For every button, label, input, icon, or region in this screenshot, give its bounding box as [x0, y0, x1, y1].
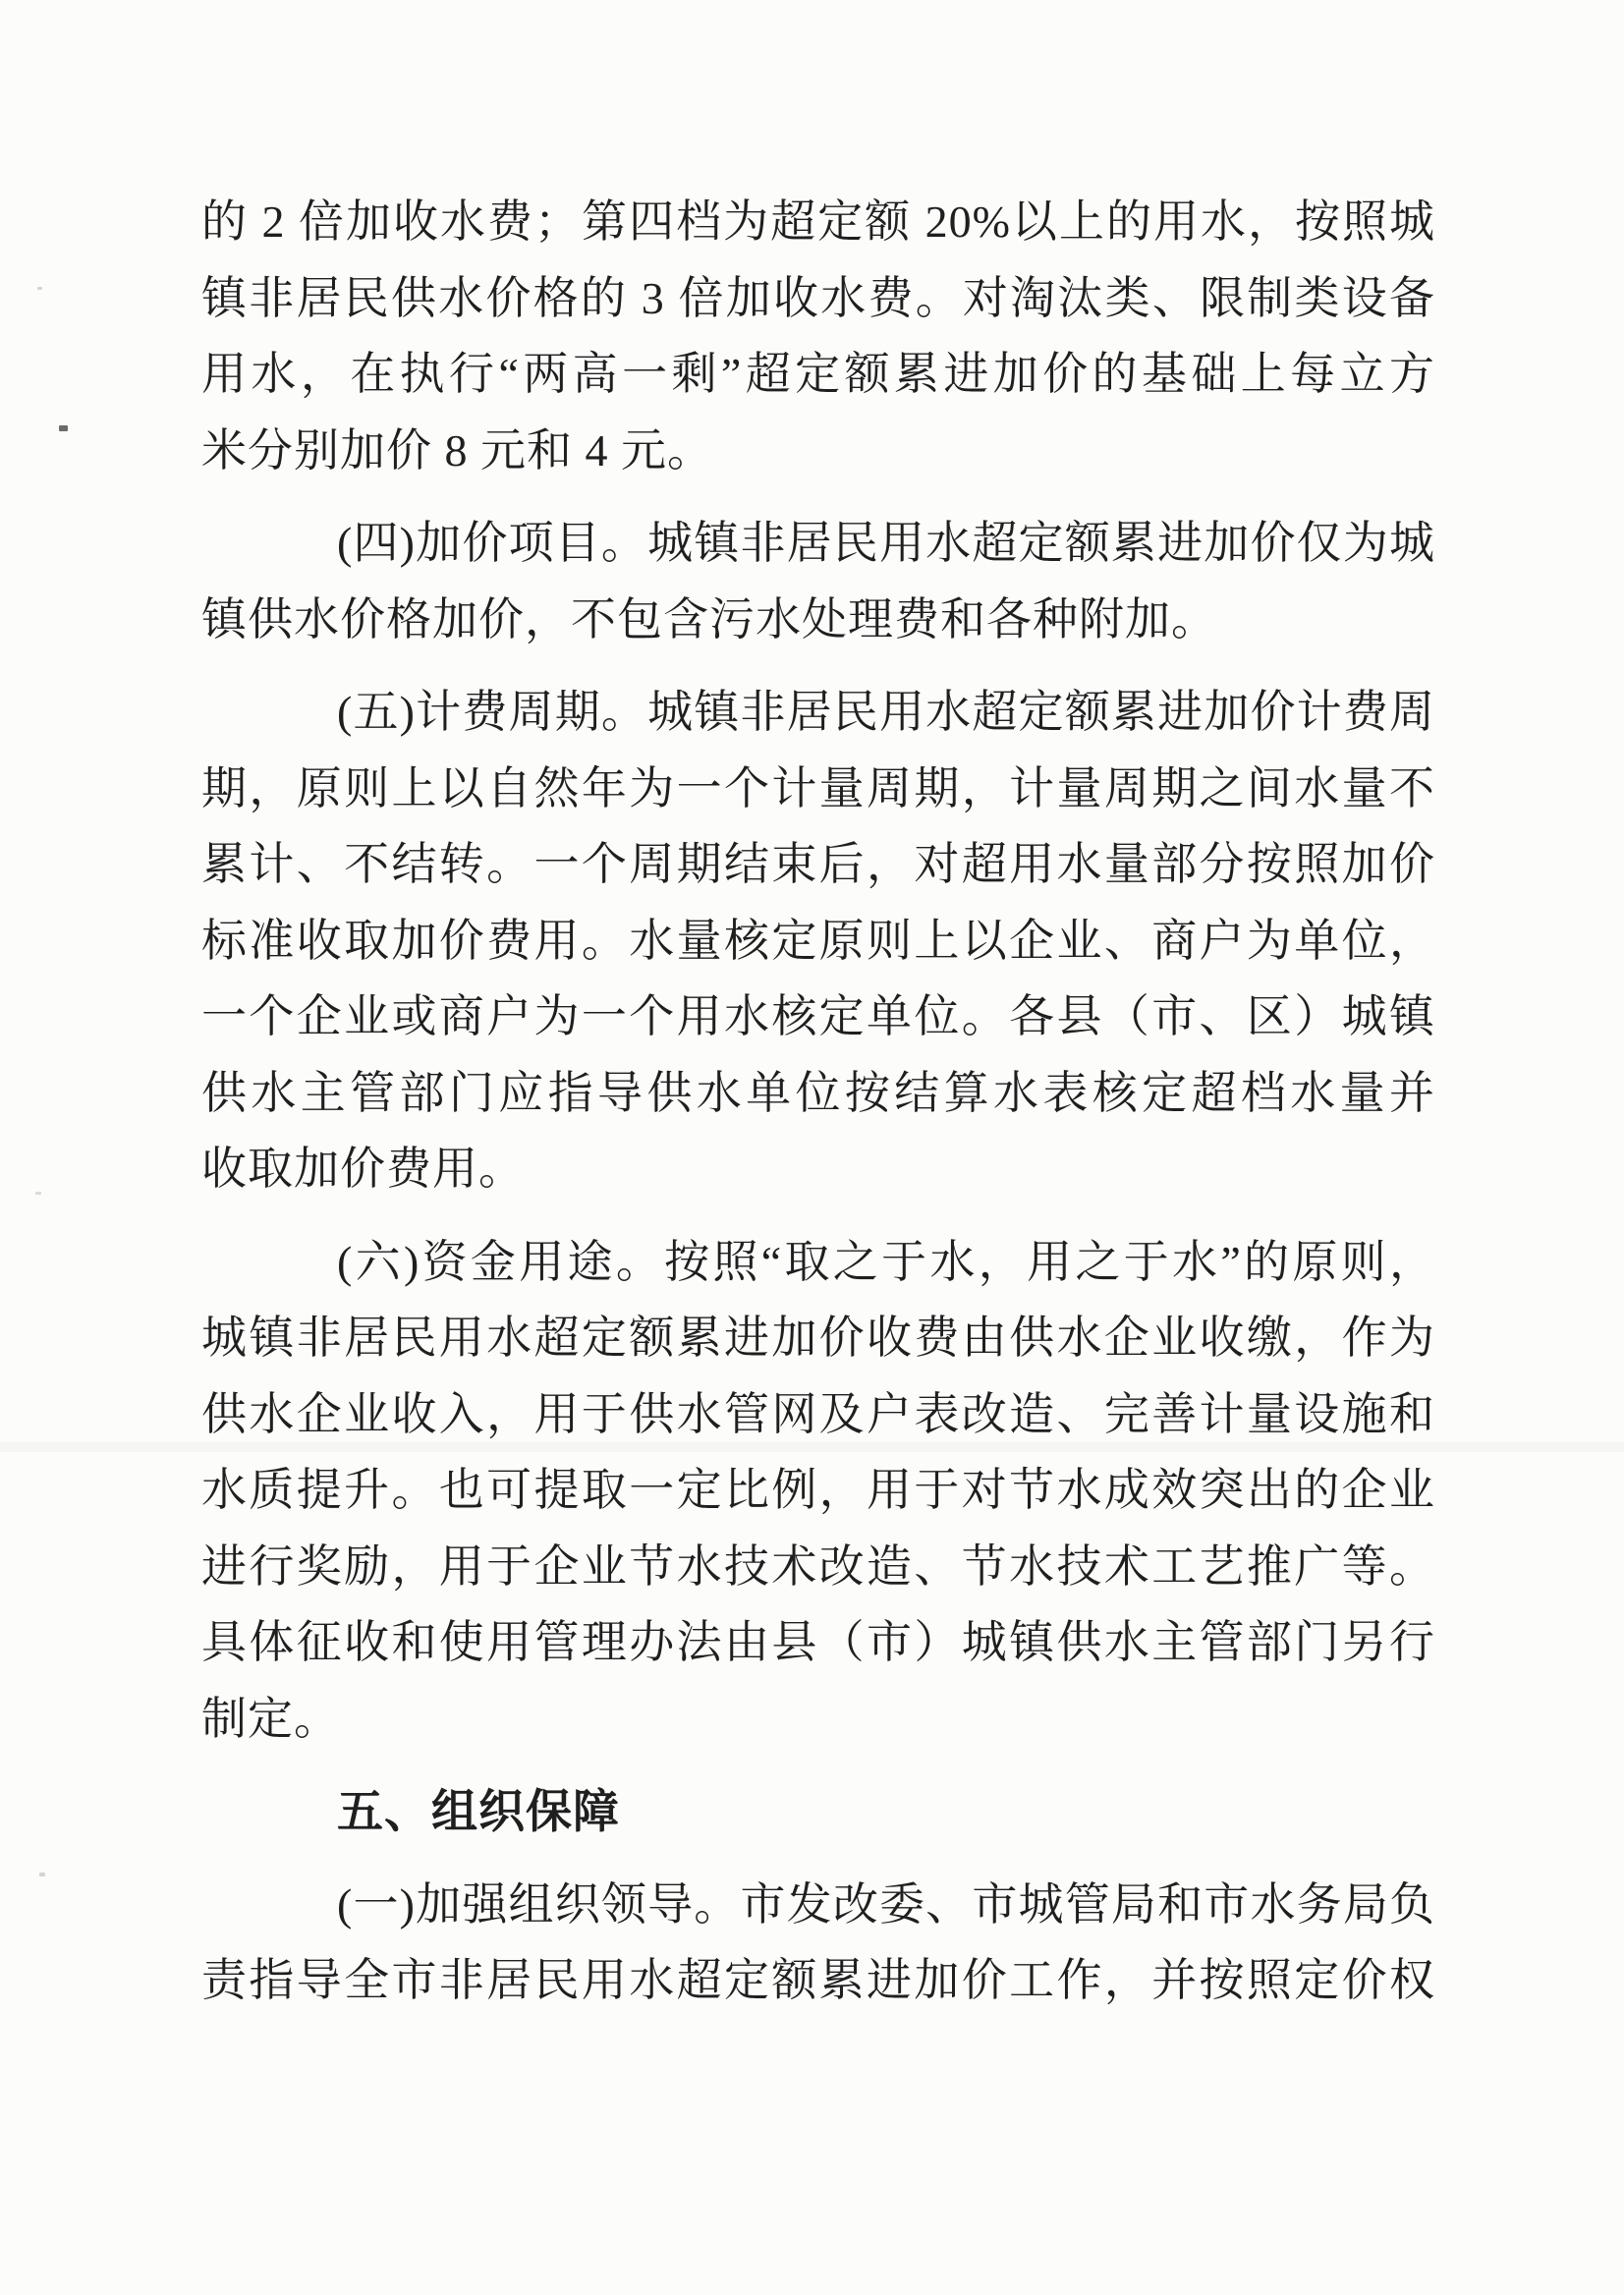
scan-speck [37, 287, 42, 290]
text-line: 制定。 [201, 1693, 340, 1744]
scan-speck [39, 1873, 45, 1876]
text-line: 水质提升。也可提取一定比例，用于对节水成效突出的企业 [201, 1465, 1435, 1515]
text-line: 镇非居民供水价格的 3 倍加收水费。对淘汰类、限制类设备 [201, 272, 1435, 323]
text-line: 一个企业或商户为一个用水核定单位。各县（市、区）城镇 [201, 991, 1435, 1041]
text-line: 期，原则上以自然年为一个计量周期，计量周期之间水量不 [201, 762, 1435, 813]
text-line: 累计、不结转。一个周期结束后，对超用水量部分按照加价 [201, 839, 1435, 889]
text-line: 标准收取加价费用。水量核定原则上以企业、商户为单位， [201, 915, 1435, 966]
paragraph-item-4-surcharge-scope [201, 505, 1435, 657]
text-line: (四)加价项目。城镇非居民用水超定额累进加价仅为城 [337, 518, 1435, 568]
text-line: 具体征收和使用管理办法由县（市）城镇供水主管部门另行 [201, 1617, 1435, 1667]
text-line: 城镇非居民用水超定额累进加价收费由供水企业收缴，作为 [201, 1313, 1435, 1363]
paragraph-tier-pricing-continuation [201, 184, 1435, 488]
text-line: 供水主管部门应指导供水单位按结算水表核定超档水量并 [201, 1067, 1435, 1118]
text-line: (六)资金用途。按照“取之于水，用之于水”的原则， [337, 1236, 1435, 1287]
text-line: 米分别加价 8 元和 4 元。 [201, 424, 713, 476]
text-line: (一)加强组织领导。市发改委、市城管局和市水务局负 [337, 1878, 1435, 1930]
paragraph-item-5-billing-cycle [201, 674, 1435, 1207]
scan-speck [35, 1192, 41, 1195]
section-heading-5-organizational-guarantee [201, 1773, 1435, 1850]
text-line: (五)计费周期。城镇非居民用水超定额累进加价计费周 [337, 687, 1435, 737]
text-line: 收取加价费用。 [201, 1144, 525, 1194]
text-line: 镇供水价格加价，不包含污水处理费和各种附加。 [201, 593, 1217, 644]
text-line: 供水企业收入，用于供水管网及户表改造、完善计量设施和 [201, 1388, 1435, 1439]
paragraph-item-1-strengthen-leadership [201, 1867, 1435, 2019]
text-line: 责指导全市非居民用水超定额累进加价工作，并按照定价权 [201, 1955, 1435, 2005]
document-text [201, 184, 1435, 2036]
text-line: 用水，在执行“两高一剩”超定额累进加价的基础上每立方 [201, 349, 1435, 399]
scan-speck [59, 425, 68, 431]
text-line: 进行奖励，用于企业节水技术改造、节水技术工艺推广等。 [201, 1540, 1435, 1592]
paragraph-item-6-fund-usage [201, 1224, 1435, 1758]
heading-line: 五、组织保障 [337, 1785, 620, 1837]
text-line: 的 2 倍加收水费；第四档为超定额 20%以上的用水，按照城 [201, 196, 1435, 247]
